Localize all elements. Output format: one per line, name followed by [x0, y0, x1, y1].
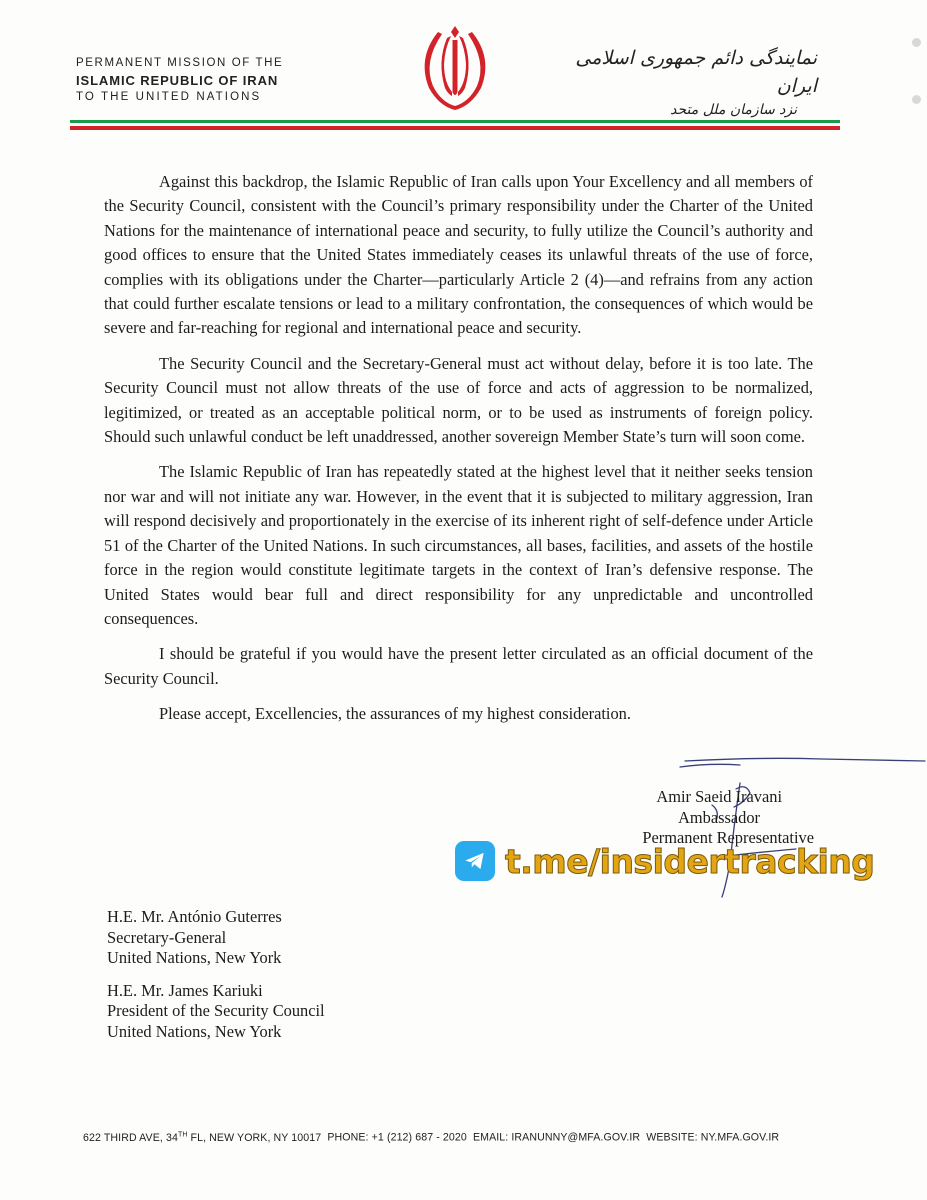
footer-email: IRANUNNY@MFA.GOV.IR — [511, 1131, 641, 1144]
addressee-block — [107, 907, 427, 969]
letterhead-persian — [555, 44, 817, 120]
footer-contact — [83, 1131, 843, 1144]
body-paragraph: I should be grateful if you would have the present letter circulated as an official document of the Security Council. — [104, 644, 813, 688]
body-paragraph: The Islamic Republic of Iran has repeatedly stated at the highest level that it neither seeks tension nor war and will not initiate any war. However, in the event that it is subjected to military aggression, Iran will respond decisively and proportionately in the exercise of its inherent right of self-defence under Article 51 of the Charter of the United Nations. In such circumstances, all bases, facilities, and assets of the hostile force in the region would constitute legitimate targets in the context of Iran’s defensive response. The United States would bear full and direct responsibility for any unpredictable and uncontrolled consequences. — [104, 462, 813, 628]
footer-phone: +1 (212) 687 - 2020 — [371, 1131, 467, 1144]
footer-website-label: WEBSITE: — [646, 1131, 698, 1144]
letterhead-persian-line-2: نزد سازمان ملل متحد — [670, 102, 797, 118]
body-paragraph: Against this backdrop, the Islamic Republic of Iran calls upon Your Excellency and all members of the Security Council, consistent with the Council’s primary responsibility under the Charter of the United Nations for the maintenance of international peace and security, to fully utilize the Council’s authority and good offices to ensure that the United States immediately ceases its unlawful threats of the use of force, complies with its obligations under the Charter—particularly Article 2 (4)—and refrains from any action that could further escalate tensions or lead to a military confrontation, the consequences of which would be severe and far-reaching for regional and international peace and security. — [104, 172, 813, 338]
addressee-location: United Nations, New York — [107, 948, 282, 968]
flag-stripe-red — [70, 126, 840, 130]
letter-body — [104, 170, 813, 738]
footer-phone-label: PHONE: — [327, 1131, 369, 1144]
addressee-role: President of the Security Council — [107, 1001, 325, 1021]
closing-paragraph: Please accept, Excellencies, the assurances of my highest consideration. — [159, 704, 631, 724]
signatory-position: Permanent Representative — [642, 828, 814, 847]
watermark-text: t.me/insidertracking — [505, 841, 875, 881]
watermark — [455, 838, 874, 884]
letterhead-line-3: TO THE UNITED NATIONS — [76, 91, 262, 103]
addressee-name: H.E. Mr. James Kariuki — [107, 980, 263, 1000]
punch-hole — [912, 38, 921, 47]
addressee-role: Secretary-General — [107, 927, 227, 947]
footer-email-label: EMAIL: — [472, 1131, 509, 1144]
body-paragraph: The Security Council and the Secretary-General must act without delay, before it is too late. The Security Council must not allow threats of the use of force and acts of aggression to be normalized, legitimized, or treated as an acceptable political norm, or to be used as instruments of foreign policy. Should such unlawful conduct be left unaddressed, another sovereign Member State’s turn will soon come. — [104, 353, 813, 447]
signatory-name: Amir Saeid Iravani — [656, 787, 782, 806]
letterhead-english — [76, 55, 326, 106]
letterhead-persian-line-1: نمایندگی دائم جمهوری اسلامی ایران — [575, 47, 817, 97]
addressee-name: H.E. Mr. António Guterres — [107, 907, 282, 926]
footer-address: 622 THIRD AVE, 34TH FL, NEW YORK, NY 10017 — [83, 1131, 322, 1144]
letterhead-line-1: PERMANENT MISSION OF THE — [76, 57, 284, 69]
punch-hole — [912, 95, 921, 104]
telegram-icon — [455, 841, 495, 881]
letterhead-line-2: ISLAMIC REPUBLIC OF IRAN — [76, 73, 279, 88]
addressee-location: United Nations, New York — [107, 1021, 282, 1041]
iran-emblem-icon — [411, 22, 499, 112]
addressee-block — [107, 981, 427, 1043]
signatory-title: Ambassador — [678, 807, 760, 827]
footer-website: NY.MFA.GOV.IR — [700, 1131, 780, 1144]
addressee-list — [107, 907, 427, 1055]
